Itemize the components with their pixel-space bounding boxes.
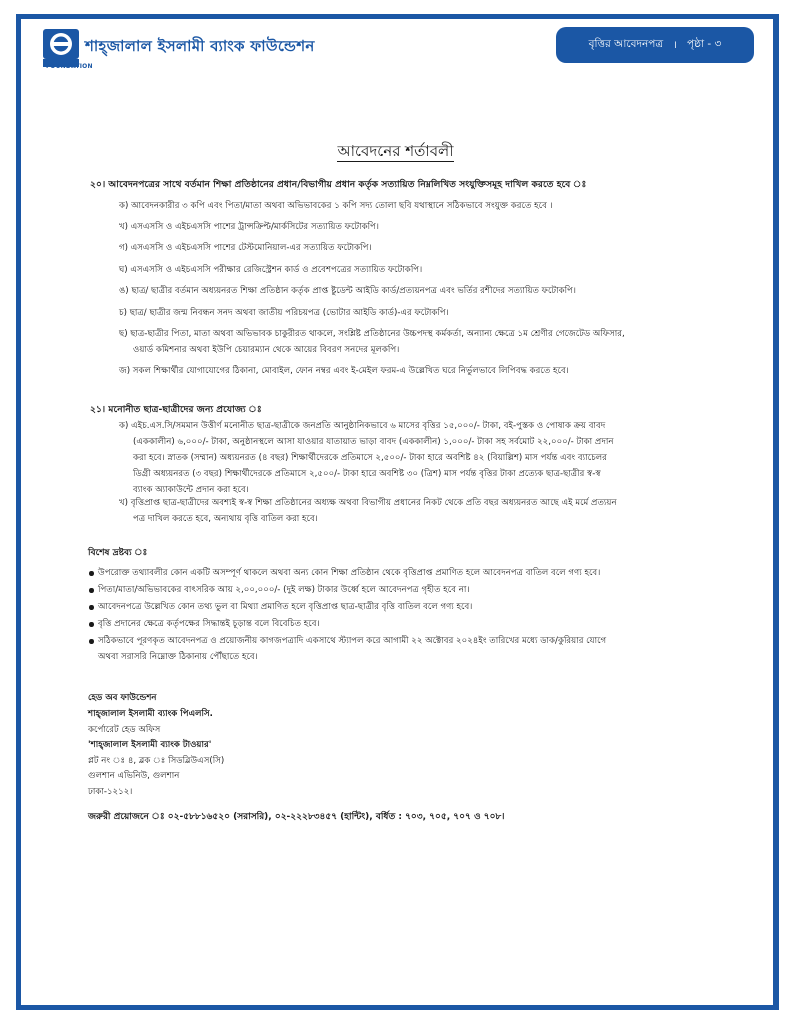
section-21-item-ka: ডিগ্রী অধ্যয়নরত (৩ বছর) শিক্ষার্থীদেরকে প্রতিমাসে ২,৫০০/- টাকা হারে অবশিষ্ট ৩০ (ত্রিশ) মাস পর্যন্ত বৃত্তির টাকা প্রত্যেক ছাত্র-ছাত্রীর স্ব-স্ব [133,469,601,479]
brand-name: শাহ্‌জালাল ইসলামী ব্যাংক ফাউন্ডেশন [85,37,315,55]
section-20-item: খ) এসএসসি ও এইচএসসি পাশের ট্রান্সক্রিপ্ট/মার্কসিটের সত্যায়িত ফটোকপি। [119,222,379,232]
section-20-item: চ) ছাত্র/ ছাত্রীর জন্ম নিবন্ধন সনদ অথবা জাতীয় পরিচয়পত্র (ভোটার আইডি কার্ড)-এর ফটোকপি। [119,308,449,318]
page-title [0,140,791,165]
section-20-item: ছ) ছাত্র-ছাত্রীর পিতা, মাতা অথবা অভিভাবক চাকুরীরত থাকলে, সংশ্লিষ্ট প্রতিষ্ঠানের উচ্চপদস্থ কর্মকর্তা, অন্যান্য ক্ষেত্রে ১ম শ্রেণীর গেজেটেড অফিসার, [119,329,625,339]
section-20-item: ঘ) এসএসসি ও এইচএসসি পরীক্ষার রেজিস্ট্রেশন কার্ড ও প্রবেশপত্রের সত্যায়িত ফটোকপি। [119,265,423,275]
section-21-item-ka: ক) এইচ.এস.সি/সমমান উত্তীর্ণ মনোনীত ছাত্র-ছাত্রীকে জনপ্রতি আনুষ্ঠানিকভাবে ৬ মাসের বৃত্তির ১৫,০০০/- টাকা, বই-পুস্তক ও পোষাক ক্রয় বাবদ [119,421,606,431]
header-badge [556,27,754,63]
section-21-item-kha: পত্র দাখিল করতে হবে, অন্যথায় বৃত্তি বাতিল করা হবে। [133,514,318,524]
page-number: পৃষ্ঠা - ৩ [687,37,722,50]
page-title-text: আবেদনের শর্তাবলী [337,142,454,160]
address-line: শাহ্‌জালাল ইসলামী ব্যাংক পিএলসি. [88,709,213,719]
section-20-item: ক) আবেদনকারীর ৩ কপি এবং পিতা/মাতা অথবা অভিভাবকের ১ কপি সদ্য তোলা ছবি যথাস্থানে সঠিকভাবে সংযুক্ত করতে হবে । [119,201,553,211]
header-separator: । [673,39,678,51]
address-line: ঢাকা-১২১২। [88,787,133,797]
section-21-item-ka: (এককালীন) ৬,০০০/- টাকা, অনুষ্ঠানস্থলে আসা যাওয়ার যাতায়াত ভাড়া বাবদ (এককালীন) ১,০০০/- টাকা সহ সর্বমোট ২২,০০০/- টাকা প্রদান [133,437,614,447]
note-bullet: উপরোক্ত তথ্যাবলীর কোন একটি অসম্পূর্ণ থাকলে অথবা অন্য কোন শিক্ষা প্রতিষ্ঠান থেকে বৃত্তিপ্রাপ্ত প্রমাণিত হলে আবেদনপত্র বাতিল বলে গণ্য হবে। [98,568,601,578]
address-line: কর্পোরেট হেড অফিস [88,725,161,735]
form-name: বৃত্তির আবেদনপত্র [588,37,664,50]
section-20-item: জ) সকল শিক্ষার্থীর যোগাযোগের ঠিকানা, মোবাইল, ফোন নম্বর এবং ই-মেইল ফরম-এ উল্লেখিত ঘরে নির্ভুলভাবে লিপিবদ্ধ করতে হবে। [119,366,569,376]
section-20-heading: ২০। আবেদনপত্রের সাথে বর্তমান শিক্ষা প্রতিষ্ঠানের প্রধান/বিভাগীয় প্রধান কর্তৃক সত্যায়িত নিম্নলিখিত সংযুক্তিসমূহ দাখিল করতে হবে ঃ [90,179,587,190]
logo-subtitle: FOUNDATION [46,63,93,70]
address-line: 'শাহ্‌জালাল ইসলামী ব্যাংক টাওয়ার' [88,740,212,750]
note-bullet: বৃত্তি প্রদানের ক্ষেত্রে কর্তৃপক্ষের সিদ্ধান্তই চূড়ান্ত বলে বিবেচিত হবে। [98,619,320,629]
note-bullet: আবেদনপত্রে উল্লেখিত কোন তথ্য ভুল বা মিথ্যা প্রমাণিত হলে বৃত্তিপ্রাপ্ত ছাত্র-ছাত্রীর বৃত্তি বাতিল বলে গণ্য হবে। [98,602,473,612]
section-20-item: ঙ) ছাত্র/ ছাত্রীর বর্তমান অধ্যয়নরত শিক্ষা প্রতিষ্ঠান কর্তৃক প্রাপ্ত ষ্টুডেন্ট আইডি কার্ড/প্রত্যয়নপত্র এবং ভর্তির রশীদের সত্যায়িত ফটোকপি। [119,286,576,296]
address-line: হেড অব ফাউন্ডেশন [88,693,157,703]
section-20-item-continued: ওয়ার্ড কমিশনার অথবা ইউপি চেয়ারম্যান থেকে আয়ের বিবরণ সনদের মূলকপি। [133,345,400,355]
page-header [21,19,773,75]
section-21-heading: ২১। মনোনীত ছাত্র-ছাত্রীদের জন্য প্রযোজ্য ঃ [90,404,262,415]
section-21-item-ka: করা হবে। স্নাতক (সম্মান) অধ্যয়নরত (৪ বছর) শিক্ষার্থীদেরকে প্রতিমাসে ২,৫০০/- টাকা হারে অবশিষ্ট ৪২ (বিয়াল্লিশ) মাস পর্যন্ত এবং ব্যাচেলর [133,453,607,463]
contact-line: জরুরী প্রয়োজনে ঃ ০২-৫৮৮১৬৫২০ (সরাসরি), ০২-২২২৮৩৪৫৭ (হান্টিং), বর্ধিত : ৭০৩, ৭০৫, ৭০৭ ও ৭০৮। [88,812,505,822]
section-21-item-ka: ব্যাংক অ্যাকাউন্টে প্রদান করা হবে। [133,485,249,495]
bank-logo-icon [43,29,79,67]
note-bullet: সঠিকভাবে পূরণকৃত আবেদনপত্র ও প্রয়োজনীয় কাগজপত্রাদি একসাথে স্ট্যাপল করে আগামী ২২ অক্টোবর ২০২৪ইং তারিখের মধ্যে ডাক/কুরিয়ার যোগে [98,636,607,646]
section-21-item-kha: খ) বৃত্তিপ্রাপ্ত ছাত্র-ছাত্রীদের অবশ্যই স্ব-স্ব শিক্ষা প্রতিষ্ঠানের অধ্যক্ষ অথবা বিভাগীয় প্রধানের নিকট থেকে প্রতি বছর অধ্যয়নরত আছে এই মর্মে প্রত্যয়ন [119,498,617,508]
notes-heading: বিশেষ দ্রষ্টব্য ঃ [88,548,148,558]
address-line: গুলশান এভিনিউ, গুলশান [88,771,180,781]
section-20-item: গ) এসএসসি ও এইচএসসি পাশের টেস্টমোনিয়াল-এর সত্যায়িত ফটোকপি। [119,243,372,253]
note-bullet-continued: অথবা সরাসরি নিম্নোক্ত ঠিকানায় পৌঁছাতে হবে। [98,652,258,662]
note-bullet: পিতা/মাতা/অভিভাবকের বাৎসরিক আয় ২,০০,০০০/- (দুই লক্ষ) টাকার উর্ধ্বে হলে আবেদনপত্র গৃহীত হবে না। [98,585,470,595]
address-line: প্লট নং ঃ ৪, ব্লক ঃ সিডব্লিউএস(সি) [88,756,225,766]
